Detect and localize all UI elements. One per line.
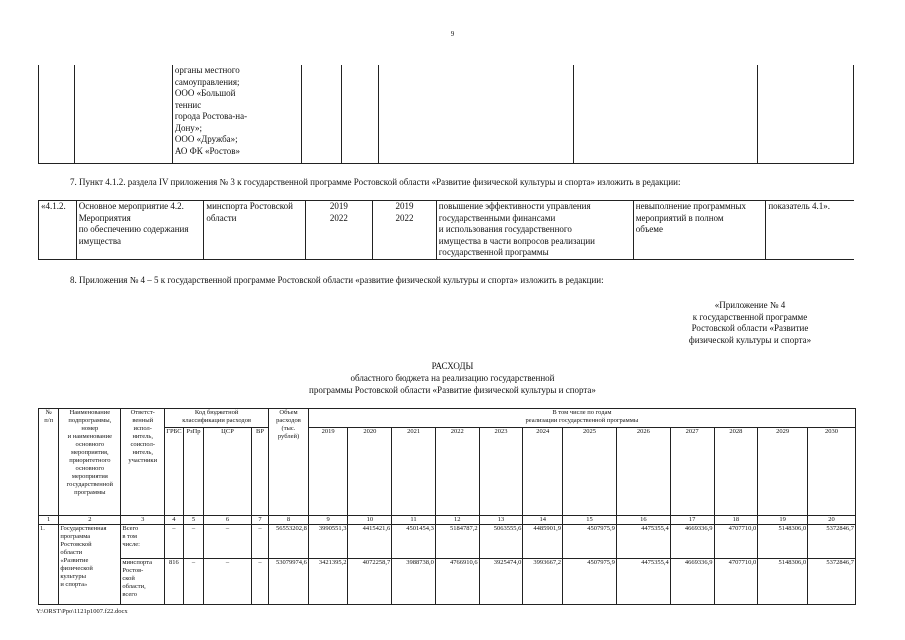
cell-value: 5184787,2 [435,525,479,559]
row-line: программа [60,533,91,540]
cell-value: 4475355,4 [616,525,670,559]
cell-vr: – [251,525,268,559]
t2-measure [76,201,204,260]
h-line: мероприятия [71,473,108,480]
cell-value: 4766910,6 [435,559,479,605]
cell-value: 4669336,9 [670,525,714,559]
cell-vr: – [251,559,268,605]
doc-subtitle-1: областного бюджета на реализацию государственной [350,373,555,383]
t1-line: ООО «Большой [174,88,236,98]
h-line: (тыс. [281,425,296,432]
h-line: соиспол- [130,441,155,448]
t1-cell-7 [573,65,758,163]
colnum: 14 [523,516,563,525]
h-line: подпрограммы, [68,417,112,424]
cell-grbs: – [165,525,184,559]
cell-grbs: 816 [165,559,184,605]
page-number: 9 [450,30,455,38]
t2-line: и использования государственного [438,224,572,234]
h-num [39,409,59,516]
colnum: 2 [59,516,121,525]
t1-cell-2 [75,65,173,163]
h-year: 2026 [616,428,670,516]
h-vr: ВР [251,428,268,516]
colnum: 6 [204,516,252,525]
colnum: 7 [251,516,268,525]
h-responsible [121,409,165,516]
row-line: минспорта [122,559,153,566]
colnum: 13 [479,516,523,525]
h-year: 2022 [435,428,479,516]
h-line: участники [128,457,158,464]
colnum: 18 [714,516,758,525]
cell-value: 4485901,9 [523,525,563,559]
h-line: мероприятия, [71,449,109,456]
t2-line: имущества [78,235,121,246]
cell-value: 4707710,0 [714,525,758,559]
h-year: 2019 [308,428,348,516]
cell-value: 4669336,9 [670,559,714,605]
h-name [59,409,121,516]
row-resp [121,559,165,605]
h-line: приоритетного [69,457,111,464]
t2-executor: минспорта Ростовской области [204,201,305,260]
h-line: программы [74,489,106,496]
h-line: классификации расходов [182,417,252,424]
t2-line: мероприятий в полном [635,212,724,223]
h-line: Ответст- [130,409,155,416]
row-name [59,525,121,605]
cell-value: 3925474,0 [479,559,523,605]
colnum-row [39,516,856,525]
t2-line: 2022 [329,212,348,223]
h-grbs: ГРБС [165,428,184,516]
h-line: венный [132,417,154,424]
h-line: и наименование [67,433,113,440]
colnum: 4 [165,516,184,525]
t2-line: 2019 [395,201,414,211]
cell-volume: 56553202,8 [269,525,309,559]
h-line: № [45,409,52,416]
t1-line: АО ФК «Ростов» [174,145,241,156]
row-line: и спорта» [60,581,88,588]
h-volume [269,409,309,516]
t1-line: теннис [174,99,202,110]
cell-value: 5148306,0 [758,525,808,559]
h-line: п/п [44,417,54,424]
colnum: 20 [808,516,856,525]
h-line: реализации государственной программы [525,417,639,424]
colnum: 17 [670,516,714,525]
h-line: основного [75,441,105,448]
cell-csr: – [204,525,252,559]
expenses-table [38,408,856,605]
doc-subtitle-2: программы Ростовской области «Развитие физической культуры и спорта» [309,385,596,395]
h-line: расходов [276,417,301,424]
colnum: 5 [183,516,203,525]
colnum: 11 [392,516,436,525]
t2-end [373,201,437,260]
h-year: 2025 [563,428,617,516]
h-year: 2021 [392,428,436,516]
row-line: области, [122,583,146,590]
h-line: В том числе по годам [552,409,612,416]
h-line: Код бюджетной [194,409,239,416]
t2-start [305,201,373,260]
t2-line: объеме [635,224,663,234]
t1-line: Дону»; [174,122,203,133]
colnum: 8 [269,516,309,525]
t2-indicator: показатель 4.1». [766,201,854,260]
t2-result [436,201,633,260]
cell-value: 3993667,2 [523,559,563,605]
h-year: 2028 [714,428,758,516]
item-7-text: 7. Пункт 4.1.2. раздела IV приложения № 3 к государственной программе Ростовской области «Развитие физической культуры и спорта» изложить в редакции: [70,177,681,187]
t1-line: ООО «Дружба»; [174,134,238,144]
row-num: 1. [39,525,59,605]
row-line: всего [122,591,137,598]
t2-line: по обеспечению содержания [78,224,189,234]
h-year: 2020 [348,428,392,516]
row-line: в том [122,533,138,540]
h-line: номер [81,425,99,432]
colnum: 19 [758,516,808,525]
t1-cell-4 [302,65,342,163]
continuation-table [38,65,854,164]
h-line: Объем [279,409,298,416]
cell-value: 4507975,9 [563,559,617,605]
h-csr: ЦСР [204,428,252,516]
item-8-text: 8. Приложения № 4 – 5 к государственной программе Ростовской области «развитие физической культуры и спорта» изложить в редакции: [70,275,604,285]
row-line: числе: [122,541,140,548]
t1-line: органы местного [174,65,240,75]
colnum: 3 [121,516,165,525]
cell-value: 3990551,3 [308,525,348,559]
row-line: культуры [60,573,86,580]
measure-table [38,200,854,260]
colnum: 10 [348,516,392,525]
cell-value: 4475355,4 [616,559,670,605]
row-resp [121,525,165,559]
colnum: 1 [39,516,59,525]
cell-csr: – [204,559,252,605]
t1-cell-6 [379,65,573,163]
appendix-line: «Приложение № 4 [714,300,786,310]
cell-rzpr: – [183,559,203,605]
cell-rzpr: – [183,525,203,559]
h-years-title [308,409,855,428]
t2-line: Основное мероприятие 4.2. [78,201,184,211]
h-line: государственной [66,481,113,488]
h-line: основного [75,465,105,472]
row-line: ской [122,575,135,582]
colnum: 9 [308,516,348,525]
t2-line: имущества в части вопросов реализации [438,235,595,246]
cell-value: 4415421,6 [348,525,392,559]
appendix-line: физической культуры и спорта» [688,334,812,345]
t1-cell-1 [39,65,75,163]
t2-code: «4.1.2. [39,201,77,260]
cell-value: 5372846,7 [808,525,856,559]
h-year: 2024 [523,428,563,516]
doc-title: РАСХОДЫ [431,361,474,371]
appendix-line: Ростовской области «Развитие [691,323,809,333]
row-line: Государственная [60,525,107,532]
cell-value: 4707710,0 [714,559,758,605]
t1-line: города Ростова-на- [174,111,248,121]
appendix-line: к государственной программе [692,311,808,322]
t2-line: Мероприятия [78,212,131,223]
table-row [39,525,856,559]
appendix-header [650,300,850,346]
file-path-footer: Y:\ORST\Ppo\1121p1007.f22.docx [36,608,128,615]
h-year: 2029 [758,428,808,516]
t1-cell-3 [172,65,302,163]
t2-line: повышение эффективности управления [438,201,591,211]
colnum: 12 [435,516,479,525]
t2-line: невыполнение программных [635,201,747,211]
cell-value: 5372846,7 [808,559,856,605]
cell-value: 3421395,2 [308,559,348,605]
cell-value: 4072258,7 [348,559,392,605]
cell-volume: 53079974,6 [269,559,309,605]
h-year: 2023 [479,428,523,516]
t2-line: 2022 [395,212,414,223]
cell-value: 5148306,0 [758,559,808,605]
colnum: 15 [563,516,617,525]
row-line: «Развитие [60,557,89,564]
cell-value: 4501454,3 [392,525,436,559]
t1-cell-8 [758,65,854,163]
t2-consequences [633,201,766,260]
row-line: физической [60,565,93,572]
cell-value: 5063555,6 [479,525,523,559]
cell-value: 3988738,0 [392,559,436,605]
h-line: нитель, [132,449,153,456]
t1-cell-5 [342,65,379,163]
row-line: Всего [122,525,139,532]
h-line: рублей) [277,433,300,440]
h-line: испол- [133,425,152,432]
t2-line: государственными финансами [438,212,556,223]
table-row [39,559,856,605]
t2-line: 2019 [329,201,348,211]
h-year: 2030 [808,428,856,516]
row-line: области [60,549,83,556]
h-year: 2027 [670,428,714,516]
t2-line: государственной программы [438,247,549,257]
h-rzpr: РзПр [183,428,203,516]
h-line: Наименование [69,409,111,416]
cell-value: 4507975,9 [563,525,617,559]
h-code [165,409,269,428]
h-line: нитель, [132,433,153,440]
t1-line: самоуправления; [174,76,240,87]
colnum: 16 [616,516,670,525]
row-line: Ростов- [122,567,144,574]
row-line: Ростовской [60,541,92,548]
